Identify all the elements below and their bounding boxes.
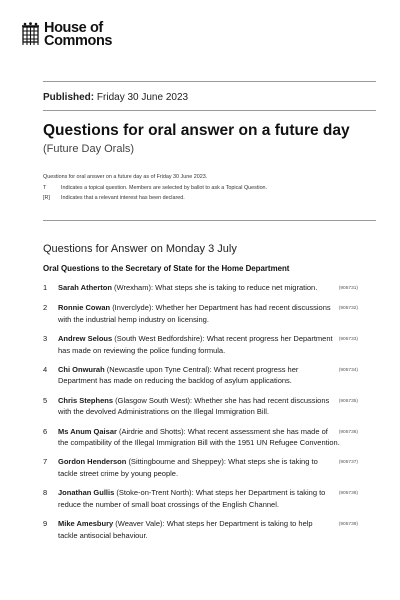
notes-intro: Questions for oral answer on a future day as of Friday 30 June 2023.: [43, 174, 208, 180]
portcullis-icon: [21, 22, 40, 46]
published-line: [43, 92, 188, 103]
question-reference: (905739): [338, 522, 358, 528]
question-reference: (905734): [338, 368, 358, 374]
question-reference: (905738): [338, 491, 358, 497]
page-subtitle: (Future Day Orals): [43, 143, 135, 155]
member-name: Ms Anum Qaisar: [58, 426, 117, 436]
top-divider: [43, 81, 376, 82]
question-text: Whether her Department has had recent discussions with the industrial hemp industry on licensing.: [58, 303, 331, 324]
question-reference: (905732): [338, 306, 358, 312]
question-item: [43, 282, 358, 293]
question-body: [58, 282, 358, 293]
published-date: Friday 30 June 2023: [96, 92, 189, 103]
constituency: (Wrexham):: [114, 283, 154, 292]
question-number: 1: [43, 283, 48, 292]
section-divider: [43, 220, 376, 221]
question-body: [58, 302, 358, 325]
question-number: 3: [43, 334, 48, 344]
question-body: [58, 364, 358, 387]
question-item: [43, 487, 358, 510]
question-text: What recent progress her Department has made on reviewing the police funding formula.: [58, 334, 333, 355]
note-interest: [43, 193, 267, 204]
constituency: (Newcastle upon Tyne Central):: [106, 365, 212, 375]
note-symbol: [R]: [43, 195, 50, 201]
published-label: Published:: [43, 92, 95, 103]
question-text: What steps her Department is taking to help tackle antisocial behaviour.: [58, 519, 313, 540]
question-item: [43, 302, 358, 325]
member-name: Andrew Selous: [58, 334, 113, 344]
question-body: [58, 426, 358, 449]
header-divider: [43, 110, 376, 111]
question-item: [43, 333, 358, 356]
question-item: [43, 426, 358, 449]
question-text: What steps her Department is taking to reduce the number of small boat crossings of the English Channel.: [58, 488, 326, 509]
constituency: (Airdrie and Shotts):: [119, 426, 186, 436]
question-body: [58, 487, 358, 510]
question-body: [58, 456, 358, 479]
question-text: What steps she is taking to reduce net migration.: [155, 283, 318, 292]
notes-block: [43, 172, 267, 204]
constituency: (South West Bedfordshire):: [114, 334, 205, 344]
member-name: Mike Amesbury: [58, 519, 114, 529]
question-reference: (905736): [338, 429, 358, 435]
section-heading: Questions for Answer on Monday 3 July: [43, 243, 237, 255]
department-heading: Oral Questions to the Secretary of State for the Home Department: [43, 264, 290, 273]
question-number: 2: [43, 303, 48, 313]
question-item: [43, 364, 358, 387]
constituency: (Inverclyde):: [112, 303, 154, 313]
question-body: [58, 333, 358, 356]
constituency: (Stoke-on-Trent North):: [116, 488, 194, 498]
question-number: 6: [43, 426, 48, 436]
question-text: What recent assessment she has made of the compatibility of the Illegal Immigration Bill with the 1951 UN Refugee Convention.: [58, 426, 340, 448]
question-reference: (905735): [338, 398, 358, 404]
question-text: What recent progress her Department has made on reducing the backlog of asylum applications.: [58, 365, 299, 386]
member-name: Ronnie Cowan: [58, 303, 111, 313]
question-text: Whether she has had recent discussions with the devolved Administrations on the Illegal Immigration Bill.: [58, 395, 330, 417]
question-reference: (905733): [338, 337, 358, 343]
member-name: Sarah Atherton: [58, 283, 112, 292]
member-name: Gordon Henderson: [58, 457, 127, 467]
question-body: [58, 395, 358, 418]
page-title: Questions for oral answer on a future day: [43, 122, 350, 139]
constituency: (Weaver Vale):: [115, 519, 165, 529]
question-number: 7: [43, 457, 48, 467]
logo-line1: House of: [44, 20, 103, 36]
question-body: [58, 518, 358, 541]
logo-line2: Commons: [44, 33, 113, 49]
constituency: (Sittingbourne and Sheppey):: [128, 457, 227, 467]
note-text: Indicates that a relevant interest has been declared.: [61, 195, 185, 201]
house-of-commons-logo: [21, 22, 112, 48]
member-name: Chi Onwurah: [58, 365, 105, 375]
member-name: Jonathan Gullis: [58, 488, 115, 498]
note-topical: [43, 183, 267, 194]
note-text: Indicates a topical question. Members are selected by ballot to ask a Topical Question.: [61, 184, 268, 191]
question-number: 9: [43, 519, 48, 529]
question-item: [43, 518, 358, 541]
question-item: [43, 456, 358, 479]
question-number: 8: [43, 488, 48, 498]
question-item: [43, 395, 358, 418]
member-name: Chris Stephens: [58, 395, 114, 405]
question-number: 4: [43, 365, 48, 375]
constituency: (Glasgow South West):: [115, 395, 193, 405]
question-reference: (905737): [338, 460, 358, 466]
questions-list: [43, 282, 358, 541]
question-number: 5: [43, 395, 48, 405]
question-reference: (905731): [338, 286, 358, 291]
note-symbol: T: [43, 184, 47, 191]
question-text: What steps she is taking to tackle street crime by young people.: [58, 457, 318, 478]
